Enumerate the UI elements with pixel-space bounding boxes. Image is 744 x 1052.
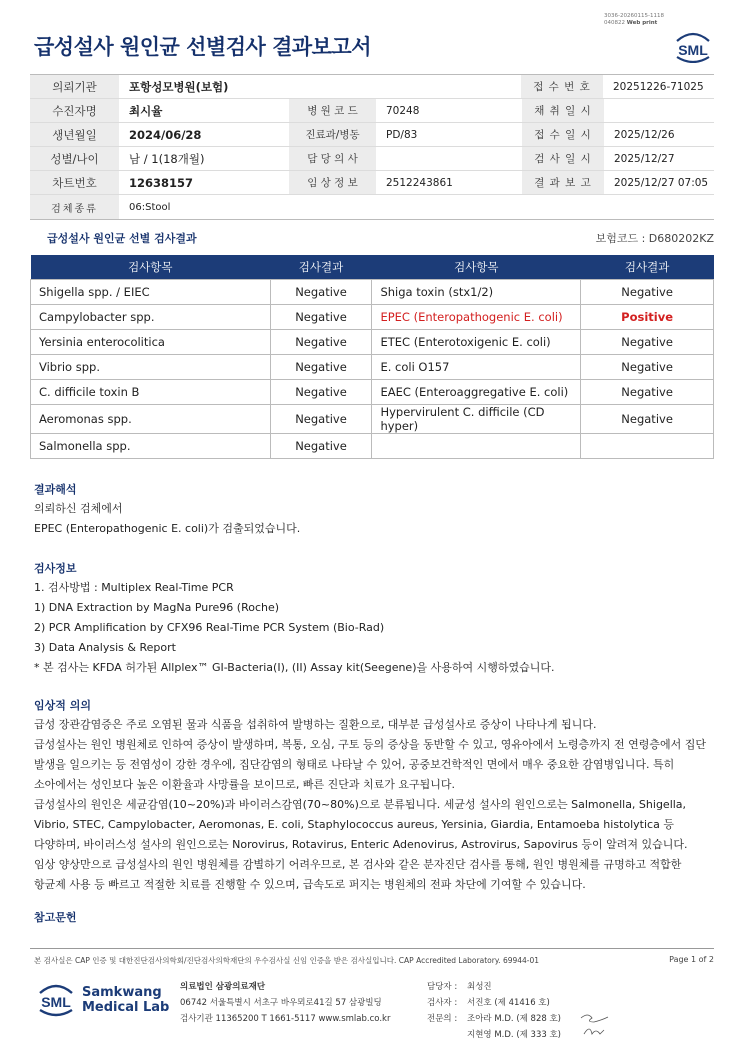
value-requester: 포항성모병원(보험) xyxy=(129,79,229,94)
info-row-birth xyxy=(30,123,714,147)
info-row-patient xyxy=(30,99,714,123)
test-result: Negative xyxy=(581,329,714,354)
label-clinical-info: 임 상 정 보 xyxy=(289,171,376,194)
test-info-line: 2) PCR Amplification by CFX96 Real-Time PCR System (Bio-Rad) xyxy=(34,621,385,634)
test-result: Negative xyxy=(270,379,372,404)
interpretation-heading: 결과해석 xyxy=(34,483,77,496)
label-specimen-type: 검체종류 xyxy=(30,195,119,219)
test-item: ETEC (Enterotoxigenic E. coli) xyxy=(372,329,581,354)
value-sex-age: 남 / 1(18개월) xyxy=(129,151,205,166)
document-code xyxy=(604,13,714,27)
value-chart-number: 12638157 xyxy=(129,175,194,190)
staff-value: 조아라 M.D. (제 828 호) xyxy=(467,1014,562,1024)
label-receipt-number: 접 수 번 호 xyxy=(521,75,603,98)
organization-info xyxy=(180,979,390,1027)
brand-line1: Samkwang xyxy=(82,985,162,1000)
label-doctor: 담 당 의 사 xyxy=(289,147,376,170)
results-section-title: 급성설사 원인균 선별 검사결과 xyxy=(47,232,197,245)
value-birth-date: 2024/06/28 xyxy=(129,127,202,142)
value-receipt-number: 20251226-71025 xyxy=(613,80,704,93)
results-table xyxy=(30,255,714,459)
label-requester: 의뢰기관 xyxy=(30,75,119,98)
value-specimen-type: 06:Stool xyxy=(129,201,171,213)
info-row-requester xyxy=(30,75,714,99)
insurance-code: 보험코드 : D680202KZ xyxy=(595,232,714,245)
staff-value: 최성진 xyxy=(467,982,492,992)
staff-row xyxy=(427,995,561,1011)
test-result: Negative xyxy=(270,304,372,329)
test-result: Negative xyxy=(581,379,714,404)
test-item: Campylobacter spp. xyxy=(31,304,271,329)
value-collection-date xyxy=(604,99,714,122)
interpretation-line: EPEC (Enteropathogenic E. coli)가 검출되었습니다. xyxy=(34,522,301,535)
sml-logo-icon xyxy=(672,29,714,63)
label-test-date: 검 사 일 시 xyxy=(522,147,604,170)
test-result: Negative xyxy=(581,354,714,379)
value-patient-name: 최시율 xyxy=(129,103,163,118)
clinical-body xyxy=(34,715,714,895)
test-info-body xyxy=(34,578,555,678)
table-row xyxy=(31,329,714,354)
clinical-line: 급성 장관감염증은 주로 오염된 물과 식품을 섭취하여 발병하는 질환으로, 대부분 급성설사로 증상이 나타나게 됩니다. xyxy=(34,718,597,731)
web-print-label: Web print xyxy=(626,20,658,26)
test-item: Salmonella spp. xyxy=(31,433,271,458)
value-report-date: 2025/12/27 07:05 xyxy=(614,176,709,189)
interpretation-body xyxy=(34,499,300,539)
organization-address: 06742 서울특별시 서초구 바우뫼로41길 57 삼광빌딩 xyxy=(180,998,382,1008)
label-report-date: 결 과 보 고 xyxy=(522,171,604,194)
test-item: C. difficile toxin B xyxy=(31,379,271,404)
value-hospital-code: 70248 xyxy=(386,104,420,117)
value-receipt-date: 2025/12/26 xyxy=(614,128,675,141)
document-code-line1: 3036-20260115-1118 xyxy=(604,13,664,19)
brand-name xyxy=(82,985,169,1015)
info-row-specimen xyxy=(30,195,714,219)
footer-divider xyxy=(30,948,714,949)
label-receipt-date: 접 수 일 시 xyxy=(522,123,604,146)
clinical-line: Vibrio, STEC, Campylobacter, Aeromonas, E. coli, Staphylococcus aureus, Yersinia, Giardia, Entamoeba histolytica 등 xyxy=(34,818,674,831)
label-hospital-code: 병 원 코 드 xyxy=(289,99,376,122)
test-item: Aeromonas spp. xyxy=(31,404,271,433)
staff-label xyxy=(427,1027,467,1043)
label-patient-name: 수진자명 xyxy=(30,99,119,122)
header-test-item-1: 검사항목 xyxy=(31,255,271,279)
test-result: Negative xyxy=(581,279,714,304)
organization-contact: 검사기관 11365200 T 1661-5117 www.smlab.co.kr xyxy=(180,1014,391,1024)
clinical-line: 소아에서는 성인보다 높은 이환율과 사망률을 보이므로, 빠른 진단과 치료가 요구됩니다. xyxy=(34,778,455,791)
test-result: Negative xyxy=(270,354,372,379)
test-info-line: 1) DNA Extraction by MagNa Pure96 (Roche) xyxy=(34,601,280,614)
table-row xyxy=(31,379,714,404)
test-info-line: 3) Data Analysis & Report xyxy=(34,641,176,654)
staff-label: 전문의 : xyxy=(427,1014,458,1024)
results-header-row xyxy=(31,255,714,279)
patient-info-table xyxy=(30,74,714,220)
label-collection-date: 채 취 일 시 xyxy=(522,99,604,122)
clinical-line: 임상 양상만으로 급성설사의 원인 병원체를 감별하기 어려우므로, 본 검사와 같은 분자진단 검사를 통해, 원인 병원체를 규명하고 적합한 xyxy=(34,858,682,871)
staff-label: 담당자 : xyxy=(427,982,458,992)
table-row xyxy=(31,304,714,329)
test-info-heading: 검사정보 xyxy=(34,562,77,575)
clinical-line: 급성설사는 원인 병원체로 인하여 증상이 발생하며, 복통, 오심, 구토 등의 증상을 동반할 수 있고, 영유아에서 노령층까지 전 연령층에서 집단 xyxy=(34,738,706,751)
test-result: Negative xyxy=(581,404,714,433)
table-row xyxy=(31,433,714,458)
staff-row xyxy=(427,1027,561,1043)
references-heading: 참고문헌 xyxy=(34,911,77,924)
info-row-sex-age xyxy=(30,147,714,171)
test-result: Negative xyxy=(270,404,372,433)
test-item: Yersinia enterocolitica xyxy=(31,329,271,354)
label-chart-number: 차트번호 xyxy=(30,171,119,194)
header-result-1: 검사결과 xyxy=(270,255,372,279)
test-item xyxy=(372,433,581,458)
table-row xyxy=(31,279,714,304)
sml-footer-logo-icon xyxy=(36,981,76,1017)
staff-row xyxy=(427,979,561,995)
clinical-line: 다양하며, 바이러스성 설사의 원인으로는 Norovirus, Rotavirus, Enteric Adenovirus, Astrovirus, Sapovirus 등이 알려져 있습니다. xyxy=(34,838,688,851)
staff-info xyxy=(427,979,561,1043)
label-sex-age: 성별/나이 xyxy=(30,147,119,170)
staff-row xyxy=(427,1011,561,1027)
test-result: Negative xyxy=(270,329,372,354)
test-info-line: 1. 검사방법 : Multiplex Real-Time PCR xyxy=(34,581,234,594)
test-info-line: * 본 검사는 KFDA 허가된 Allplex™ GI-Bacteria(I), (II) Assay kit(Seegene)을 사용하여 시행하였습니다. xyxy=(34,661,555,674)
document-code-line2: 040822 xyxy=(604,20,625,26)
signature-icon xyxy=(578,1010,612,1040)
clinical-line: 항균제 사용 등 빠르고 적절한 치료를 진행할 수 있으며, 급속도로 퍼지는 병원체의 전파 차단에 기여할 수 있습니다. xyxy=(34,878,586,891)
sml-logo-text: SML xyxy=(678,42,708,58)
test-result: Negative xyxy=(270,433,372,458)
organization-name: 의료법인 삼광의료재단 xyxy=(180,982,266,992)
sml-footer-logo-text: SML xyxy=(41,994,71,1010)
test-result: Negative xyxy=(270,279,372,304)
header-result-2: 검사결과 xyxy=(581,255,714,279)
label-birth-date: 생년월일 xyxy=(30,123,119,146)
table-row xyxy=(31,404,714,433)
clinical-heading: 임상적 의의 xyxy=(34,699,91,712)
info-row-chart xyxy=(30,171,714,195)
staff-value: 지현영 M.D. (제 333 호) xyxy=(467,1030,562,1040)
test-item: Shiga toxin (stx1/2) xyxy=(372,279,581,304)
clinical-line: 급성설사의 원인은 세균감염(10~20%)과 바이러스감염(70~80%)으로 분류됩니다. 세균성 설사의 원인으로는 Salmonella, Shigella, xyxy=(34,798,687,811)
value-doctor xyxy=(376,147,522,170)
test-item-positive: EPEC (Enteropathogenic E. coli) xyxy=(372,304,581,329)
brand-line2: Medical Lab xyxy=(82,1000,170,1015)
staff-label: 검사자 : xyxy=(427,998,458,1008)
test-item: Shigella spp. / EIEC xyxy=(31,279,271,304)
interpretation-line: 의뢰하신 검체에서 xyxy=(34,502,123,515)
value-clinical-info: 2512243861 xyxy=(386,176,453,189)
label-department: 진료과/병동 xyxy=(289,123,376,146)
test-result-positive: Positive xyxy=(581,304,714,329)
clinical-line: 발생을 일으키는 등 전염성이 강한 경우에, 집단감염의 형태로 나타날 수 있어, 공중보건학적인 면에서 매우 중요한 감염병입니다. 특히 xyxy=(34,758,675,771)
test-item: EAEC (Enteroaggregative E. coli) xyxy=(372,379,581,404)
table-row xyxy=(31,354,714,379)
test-item: Hypervirulent C. difficile (CD hyper) xyxy=(372,404,581,433)
value-test-date: 2025/12/27 xyxy=(614,152,675,165)
value-department: PD/83 xyxy=(386,128,418,141)
page-number: Page 1 of 2 xyxy=(669,955,714,964)
header-test-item-2: 검사항목 xyxy=(372,255,581,279)
accreditation-note: 본 검사실은 CAP 인증 및 대한진단검사의학회/진단검사의학재단의 우수검사실 신임 인증을 받은 검사실입니다. CAP Accredited Laboratory. 69944-01 xyxy=(34,956,540,965)
staff-value: 서진호 (제 41416 호) xyxy=(467,998,550,1008)
page-title: 급성설사 원인균 선별검사 결과보고서 xyxy=(34,35,372,59)
test-item: E. coli O157 xyxy=(372,354,581,379)
test-result xyxy=(581,433,714,458)
test-item: Vibrio spp. xyxy=(31,354,271,379)
